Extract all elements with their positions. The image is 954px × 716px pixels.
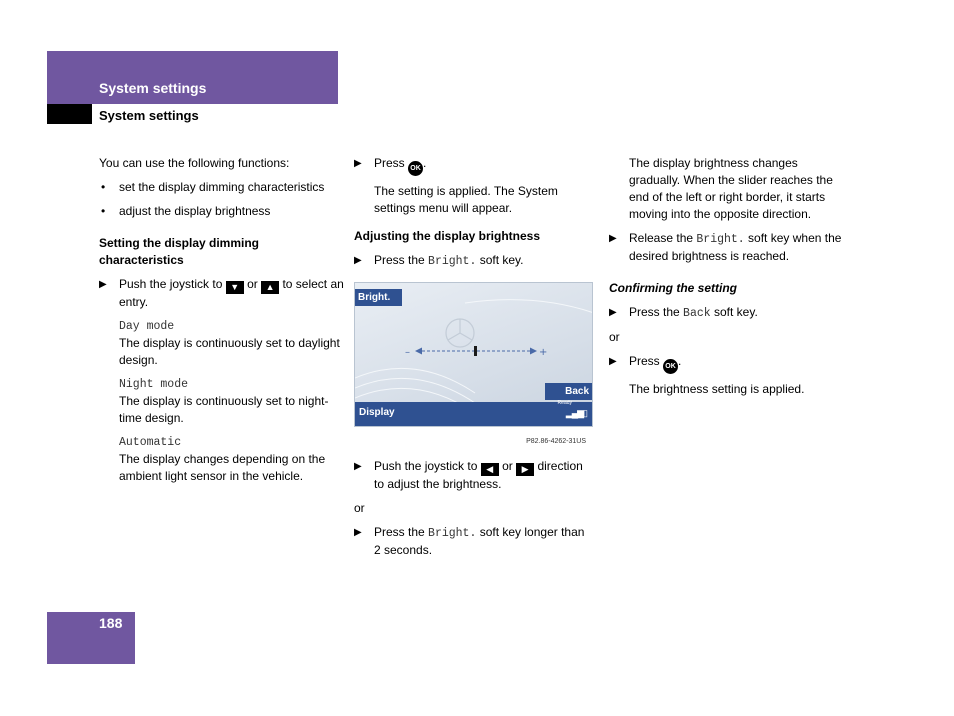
bullet-item: • adjust the display brightness [99,203,344,220]
step-select-entry: ▶ Push the joystick to ▼ or ▲ to select an entry. [99,277,344,309]
section-tab-marker [47,104,92,124]
mode-description: The display changes depending on the ambient light sensor in the vehicle. [119,452,326,483]
joystick-up-icon: ▲ [261,281,279,294]
joystick-left-icon: ◀ [481,463,499,476]
back-soft-key[interactable]: Back [545,383,592,400]
step-arrow-icon: ▶ [609,233,617,244]
figure-id: P82.86-4262-31US [526,438,586,445]
step-press-bright-long: ▶ Press the Bright. soft key longer than 2 seconds. [354,525,585,557]
column-middle [354,155,594,566]
slider-minus-label: – [405,347,410,358]
bullet-item: • set the display dimming characteristics [99,179,344,196]
joystick-right-icon: ▶ [516,463,534,476]
step-arrow-icon: ▶ [354,255,362,266]
slider-thumb[interactable] [474,346,477,356]
mode-day [99,318,344,369]
column-right [609,155,849,405]
mode-automatic [99,434,344,485]
step-press-ok: ▶ Press OK . [609,353,849,374]
page-title: System settings [99,108,199,123]
slider-plus-label: + [539,347,548,358]
ok-button-icon: OK [663,359,678,374]
mode-night [99,376,344,427]
display-screenshot [354,282,593,427]
signal-strength-icon: ▂▄▆▯ [565,408,587,418]
or-text: or [609,330,620,344]
joystick-down-icon: ▼ [226,281,244,294]
setting-applied-text: The setting is applied. The System settings menu will appear. [374,184,558,215]
or-text: or [354,501,365,515]
step-arrow-icon: ▶ [609,356,617,367]
brightness-applied-text: The brightness setting is applied. [629,382,805,396]
gradual-change-text: The display brightness changes gradually. When the slider reaches the end of the left or right border, it starts moving into the opposite direction. [629,156,833,221]
ready-label: Ready [557,400,572,406]
mode-label: Day mode [119,320,175,333]
step-arrow-icon: ▶ [354,461,362,472]
step-arrow-icon: ▶ [99,279,107,290]
mode-label: Night mode [119,378,189,391]
mode-description: The display is continuously set to daylight design. [119,336,340,367]
mode-label: Automatic [119,436,182,449]
step-press-back: ▶ Press the Back soft key. [609,305,758,320]
heading-confirm: Confirming the setting [609,281,737,295]
page-number: 188 [99,615,123,631]
step-arrow-icon: ▶ [609,307,617,318]
step-press-ok: ▶ Press OK . [354,155,594,176]
display-label: Display [359,407,395,418]
step-arrow-icon: ▶ [354,527,362,538]
header-bar [47,51,338,104]
mode-description: The display is continuously set to night-time design. [119,394,329,425]
column-left [99,155,344,492]
step-arrow-icon: ▶ [354,158,362,169]
step-release-bright: ▶ Release the Bright. soft key when the desired brightness is reached. [609,231,842,263]
ok-button-icon: OK [408,161,423,176]
bright-soft-key[interactable]: Bright. [355,289,402,306]
heading-dimming: Setting the display dimming characteristics [99,236,260,267]
step-push-joystick: ▶ Push the joystick to ◀ or ▶ direction to adjust the brightness. [354,459,583,491]
section-title: System settings [99,80,207,96]
intro-text: You can use the following functions: [99,156,290,170]
step-press-bright: ▶ Press the Bright. soft key. [354,253,524,268]
heading-brightness: Adjusting the display brightness [354,229,541,243]
